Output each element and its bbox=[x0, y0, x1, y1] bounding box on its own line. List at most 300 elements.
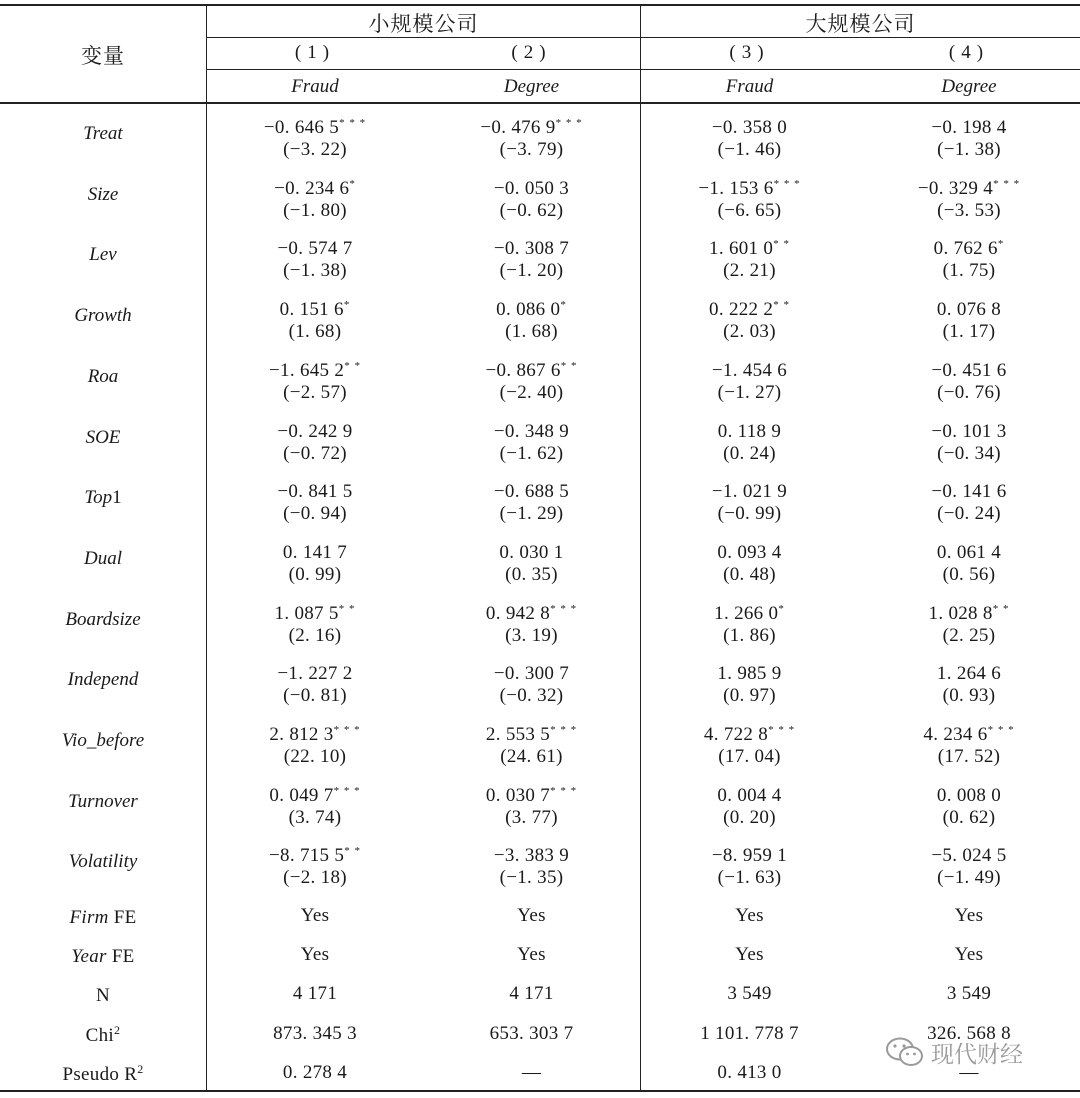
t-statistic: (2. 16) bbox=[288, 624, 342, 646]
footer-cell: 1 101. 778 7 bbox=[700, 1022, 799, 1044]
footer-cell: Yes bbox=[300, 905, 330, 926]
row-label-dual bbox=[0, 548, 206, 570]
coefficient bbox=[423, 598, 640, 625]
coefficient bbox=[641, 233, 858, 260]
row-label-roa bbox=[0, 366, 206, 388]
table-cell bbox=[423, 416, 640, 465]
significance-stars: * * * bbox=[768, 724, 796, 736]
table-cell bbox=[641, 173, 858, 222]
coefficient-value: −1. 645 2 bbox=[269, 359, 345, 381]
coefficient bbox=[423, 780, 640, 807]
table-cell bbox=[423, 355, 640, 404]
table-cell bbox=[858, 840, 1080, 889]
coefficient-value: −0. 574 7 bbox=[277, 238, 353, 260]
coefficient-value: 0. 049 7 bbox=[269, 784, 334, 806]
dependent-variable-1: Fraud bbox=[291, 76, 339, 97]
coefficient-value: −8. 959 1 bbox=[711, 845, 788, 867]
table-cell bbox=[207, 233, 423, 282]
t-statistic: (3. 77) bbox=[505, 806, 558, 828]
t-statistic: (−0. 76) bbox=[937, 381, 1001, 403]
t-statistic: (0. 35) bbox=[505, 563, 558, 585]
row-label-turnover bbox=[0, 791, 206, 813]
top-rule bbox=[0, 4, 1080, 6]
footer-cell: Yes bbox=[517, 905, 546, 926]
coefficient-value: 1. 087 5 bbox=[274, 602, 339, 624]
coefficient bbox=[858, 658, 1080, 685]
footer-cell: Yes bbox=[735, 944, 764, 966]
row-label-italic: Treat bbox=[83, 123, 123, 144]
coefficient bbox=[858, 598, 1080, 625]
table-cell bbox=[858, 598, 1080, 647]
coefficient-value: −0. 198 4 bbox=[931, 117, 1007, 138]
coefficient bbox=[423, 233, 640, 260]
coefficient bbox=[423, 112, 640, 139]
t-statistic: (−0. 24) bbox=[937, 503, 1001, 525]
column-number-4: (4) bbox=[948, 42, 990, 63]
footer-label-italic: Firm bbox=[69, 907, 109, 928]
t-statistic: (−0. 62) bbox=[499, 199, 564, 221]
coefficient-value: −0. 867 6 bbox=[485, 359, 561, 381]
coefficient-value: −0. 234 6 bbox=[274, 177, 350, 199]
coefficient-value: 0. 061 4 bbox=[936, 541, 1002, 563]
row-label-treat bbox=[0, 123, 206, 145]
coefficient bbox=[423, 416, 640, 443]
coefficient-value: 2. 553 5 bbox=[485, 724, 551, 745]
table-cell bbox=[858, 476, 1080, 525]
table-cell bbox=[641, 355, 858, 404]
significance-stars: * * * bbox=[555, 117, 583, 129]
significance-stars: * bbox=[560, 299, 567, 312]
significance-stars: * * bbox=[560, 359, 578, 372]
row-label-vio-before bbox=[0, 730, 206, 752]
footer-label-superscript: 2 bbox=[137, 1061, 144, 1076]
row-label-italic: Growth bbox=[74, 305, 132, 327]
table-cell bbox=[858, 658, 1080, 707]
dependent-variable-3: Fraud bbox=[725, 76, 774, 97]
coefficient-value: 0. 942 8 bbox=[485, 602, 551, 624]
t-statistic: (0. 20) bbox=[723, 806, 776, 828]
footer-cell: Yes bbox=[735, 905, 764, 926]
t-statistic: (−1. 35) bbox=[499, 867, 564, 889]
coefficient-value: −0. 358 0 bbox=[711, 117, 788, 138]
table-cell bbox=[423, 658, 640, 707]
footer-label-superscript: 2 bbox=[114, 1022, 121, 1037]
coefficient bbox=[641, 537, 858, 564]
coefficient-value: 1. 266 0 bbox=[714, 602, 779, 624]
footer-cell: Yes bbox=[954, 905, 984, 926]
table-cell bbox=[858, 719, 1080, 768]
coefficient bbox=[207, 112, 423, 139]
coefficient-value: −0. 050 3 bbox=[493, 177, 570, 199]
coefficient bbox=[423, 658, 640, 685]
coefficient bbox=[858, 112, 1080, 139]
row-label-top1 bbox=[0, 487, 206, 509]
row-label-size bbox=[0, 184, 206, 206]
coefficient bbox=[423, 173, 640, 200]
t-statistic: (−2. 57) bbox=[283, 381, 347, 403]
table-cell bbox=[207, 719, 423, 768]
t-statistic: (3. 74) bbox=[288, 806, 342, 828]
variable-header: 变量 bbox=[81, 44, 125, 68]
t-statistic: (−0. 72) bbox=[283, 442, 347, 464]
coefficient bbox=[207, 658, 423, 685]
t-statistic: (−1. 38) bbox=[283, 260, 347, 282]
coefficient bbox=[858, 780, 1080, 807]
coefficient-value: −0. 101 3 bbox=[931, 420, 1007, 442]
coefficient-value: −8. 715 5 bbox=[269, 845, 345, 867]
table-cell bbox=[641, 416, 858, 465]
coefficient-value: 0. 762 6 bbox=[933, 238, 998, 260]
t-statistic: (−2. 18) bbox=[283, 867, 347, 889]
footer-cell: Yes bbox=[300, 944, 330, 966]
coefficient bbox=[423, 719, 640, 746]
coefficient-value: −1. 021 9 bbox=[711, 481, 788, 503]
footer-row-label bbox=[0, 944, 206, 968]
coefficient-value: 1. 601 0 bbox=[709, 238, 774, 260]
row-label-volatility bbox=[0, 851, 206, 873]
t-statistic: (−1. 46) bbox=[717, 139, 782, 160]
table-cell bbox=[207, 173, 423, 222]
t-statistic: (−0. 34) bbox=[937, 442, 1001, 464]
table-cell bbox=[858, 355, 1080, 404]
table-cell bbox=[207, 294, 423, 343]
row-label-italic: Independ bbox=[67, 669, 139, 691]
coefficient bbox=[423, 476, 640, 503]
significance-stars: * * * bbox=[550, 724, 578, 736]
table-cell bbox=[641, 233, 858, 282]
coefficient bbox=[207, 294, 423, 321]
table-cell bbox=[207, 658, 423, 707]
footer-label-text: Pseudo R bbox=[62, 1063, 138, 1085]
footer-cell: 653. 303 7 bbox=[489, 1022, 574, 1044]
coefficient-value: 0. 086 0 bbox=[496, 299, 561, 321]
table-cell bbox=[207, 476, 423, 525]
wechat-icon bbox=[885, 1036, 925, 1068]
t-statistic: (−3. 53) bbox=[937, 199, 1001, 221]
footer-cell: 4 171 bbox=[509, 983, 554, 1005]
table-cell bbox=[858, 294, 1080, 343]
t-statistic: (−0. 94) bbox=[283, 503, 347, 525]
coefficient bbox=[641, 173, 858, 200]
footer-label-italic: Year bbox=[71, 946, 107, 968]
coefficient-value: 4. 234 6 bbox=[923, 724, 988, 745]
coefficient bbox=[207, 719, 423, 746]
t-statistic: (2. 03) bbox=[723, 321, 776, 343]
coefficient bbox=[858, 233, 1080, 260]
table-cell bbox=[641, 294, 858, 343]
coefficient-value: 0. 004 4 bbox=[717, 784, 782, 806]
table-cell bbox=[641, 598, 858, 647]
significance-stars: * * * bbox=[993, 177, 1021, 190]
coefficient-value: −1. 454 6 bbox=[711, 359, 788, 381]
table-cell bbox=[641, 840, 858, 889]
t-statistic: (−1. 80) bbox=[283, 199, 347, 221]
colnum-rule bbox=[207, 69, 1080, 70]
table-cell bbox=[207, 416, 423, 465]
coefficient bbox=[423, 840, 640, 867]
coefficient-value: 1. 264 6 bbox=[936, 663, 1002, 685]
t-statistic: (0. 97) bbox=[723, 685, 776, 707]
footer-label-text: N bbox=[95, 985, 111, 1007]
coefficient bbox=[423, 294, 640, 321]
t-statistic: (−6. 65) bbox=[717, 199, 782, 221]
coefficient bbox=[207, 537, 423, 564]
row-label-tail: 1 bbox=[112, 487, 122, 509]
significance-stars: * * * bbox=[550, 602, 578, 615]
coefficient bbox=[641, 780, 858, 807]
coefficient-value: 0. 141 7 bbox=[282, 541, 348, 563]
row-label-soe bbox=[0, 427, 206, 449]
table-cell bbox=[858, 112, 1080, 161]
group-large-header: 大规模公司 bbox=[805, 12, 916, 36]
coefficient bbox=[641, 598, 858, 625]
footer-cell: 326. 568 8 bbox=[927, 1022, 1011, 1044]
coefficient bbox=[207, 598, 423, 625]
table-cell bbox=[858, 173, 1080, 222]
coefficient bbox=[641, 840, 858, 867]
coefficient-value: 0. 030 1 bbox=[499, 541, 564, 563]
significance-stars: * * * bbox=[339, 117, 367, 129]
coefficient-value: −3. 383 9 bbox=[493, 845, 570, 867]
footer-cell: — bbox=[521, 1061, 542, 1083]
table-cell bbox=[858, 780, 1080, 829]
coefficient bbox=[207, 416, 423, 443]
t-statistic: (1. 68) bbox=[288, 321, 342, 343]
table-cell bbox=[858, 416, 1080, 465]
coefficient-value: −5. 024 5 bbox=[931, 845, 1007, 867]
coefficient-value: 2. 812 3 bbox=[269, 724, 334, 745]
t-statistic: (−0. 32) bbox=[499, 685, 564, 707]
row-label-italic: SOE bbox=[85, 426, 121, 448]
t-statistic: (−2. 40) bbox=[499, 381, 564, 403]
table-cell bbox=[423, 537, 640, 586]
coefficient-value: −0. 841 5 bbox=[277, 481, 353, 503]
table-cell bbox=[207, 780, 423, 829]
footer-cell: 4 171 bbox=[292, 983, 338, 1005]
coefficient bbox=[641, 719, 858, 746]
t-statistic: (1. 75) bbox=[942, 260, 996, 282]
coefficient-value: 0. 008 0 bbox=[936, 784, 1002, 806]
row-label-italic: Size bbox=[87, 183, 119, 205]
significance-stars: * * bbox=[992, 602, 1010, 615]
header-bottom-rule bbox=[0, 102, 1080, 104]
table-cell bbox=[641, 476, 858, 525]
footer-label-text: Chi bbox=[85, 1024, 115, 1046]
t-statistic: (17. 04) bbox=[718, 746, 781, 767]
coefficient bbox=[641, 658, 858, 685]
table-cell bbox=[423, 719, 640, 768]
t-statistic: (0. 24) bbox=[723, 442, 776, 464]
table-cell bbox=[207, 598, 423, 647]
coefficient bbox=[641, 476, 858, 503]
row-label-italic: Roa bbox=[87, 365, 119, 387]
coefficient bbox=[423, 355, 640, 382]
table-cell bbox=[423, 112, 640, 161]
footer-cell: 873. 345 3 bbox=[273, 1022, 357, 1044]
significance-stars: * * bbox=[773, 238, 790, 251]
t-statistic: (−3. 22) bbox=[283, 139, 347, 160]
coefficient bbox=[641, 294, 858, 321]
significance-stars: * * bbox=[773, 299, 790, 312]
significance-stars: * * * bbox=[773, 177, 801, 190]
footer-cell: 0. 278 4 bbox=[282, 1061, 348, 1083]
t-statistic: (0. 99) bbox=[288, 563, 342, 585]
group-small-header: 小规模公司 bbox=[368, 12, 479, 36]
t-statistic: (24. 61) bbox=[500, 746, 563, 767]
t-statistic: (1. 86) bbox=[723, 624, 776, 646]
t-statistic: (0. 62) bbox=[942, 806, 996, 828]
significance-stars: * bbox=[997, 238, 1005, 251]
table-cell bbox=[207, 840, 423, 889]
watermark bbox=[885, 1030, 1070, 1074]
footer-label-text: FE bbox=[106, 946, 135, 968]
footer-cell: Yes bbox=[954, 944, 984, 966]
t-statistic: (17. 52) bbox=[937, 746, 1001, 767]
table-cell bbox=[423, 598, 640, 647]
significance-stars: * bbox=[343, 299, 351, 312]
row-label-italic: Vio_before bbox=[61, 730, 145, 751]
row-label-italic: Lev bbox=[89, 244, 117, 266]
row-label-boardsize bbox=[0, 609, 206, 631]
dependent-variable-4: Degree bbox=[941, 76, 997, 97]
row-label-independ bbox=[0, 669, 206, 691]
table-cell bbox=[641, 780, 858, 829]
table-cell bbox=[423, 840, 640, 889]
column-number-2: (2) bbox=[511, 42, 552, 63]
coefficient-value: −0. 476 9 bbox=[480, 117, 556, 138]
coefficient bbox=[207, 173, 423, 200]
coefficient bbox=[858, 416, 1080, 443]
table-cell bbox=[858, 537, 1080, 586]
footer-cell: — bbox=[959, 1061, 979, 1083]
footer-cell: 0. 413 0 bbox=[717, 1061, 782, 1083]
coefficient bbox=[641, 112, 858, 139]
coefficient-value: 4. 722 8 bbox=[703, 724, 769, 745]
row-label-growth bbox=[0, 305, 206, 327]
significance-stars: * bbox=[349, 177, 356, 190]
footer-cell: 3 549 bbox=[727, 983, 772, 1005]
coefficient-value: 0. 076 8 bbox=[936, 299, 1002, 321]
table-cell bbox=[641, 658, 858, 707]
coefficient-value: 1. 985 9 bbox=[717, 663, 782, 685]
row-label-italic: Turnover bbox=[68, 790, 138, 812]
table-cell bbox=[207, 355, 423, 404]
row-label-lev bbox=[0, 244, 206, 266]
footer-label-text: FE bbox=[108, 907, 137, 928]
t-statistic: (−1. 27) bbox=[717, 381, 782, 403]
coefficient-value: 1. 028 8 bbox=[928, 602, 993, 624]
row-label-italic: Volatility bbox=[68, 851, 138, 873]
table-cell bbox=[641, 719, 858, 768]
table-cell bbox=[423, 294, 640, 343]
footer-cell: 3 549 bbox=[946, 983, 992, 1005]
coefficient-value: −0. 451 6 bbox=[931, 359, 1007, 381]
row-label-italic: Top bbox=[84, 487, 113, 509]
coefficient bbox=[858, 476, 1080, 503]
coefficient-value: −0. 329 4 bbox=[917, 177, 994, 199]
significance-stars: * * bbox=[344, 359, 361, 372]
coefficient bbox=[641, 416, 858, 443]
footer-row-label bbox=[0, 1023, 206, 1047]
coefficient-value: 0. 093 4 bbox=[717, 541, 782, 563]
significance-stars: * * bbox=[338, 602, 356, 615]
footer-cell: Yes bbox=[517, 944, 546, 966]
coefficient bbox=[641, 355, 858, 382]
footer-row-label bbox=[0, 1062, 206, 1086]
significance-stars: * * * bbox=[333, 724, 361, 736]
t-statistic: (−1. 62) bbox=[499, 442, 564, 464]
coefficient-value: −0. 242 9 bbox=[277, 420, 353, 442]
significance-stars: * * * bbox=[550, 784, 578, 797]
coefficient-value: −0. 308 7 bbox=[493, 238, 570, 260]
row-label-italic: Boardsize bbox=[65, 608, 141, 630]
coefficient bbox=[207, 355, 423, 382]
t-statistic: (−0. 99) bbox=[717, 503, 782, 525]
table-cell bbox=[423, 780, 640, 829]
significance-stars: * bbox=[778, 602, 785, 615]
coefficient bbox=[423, 537, 640, 564]
t-statistic: (−3. 79) bbox=[499, 139, 564, 160]
t-statistic: (−1. 63) bbox=[717, 867, 782, 889]
coefficient-value: 0. 030 7 bbox=[485, 784, 551, 806]
t-statistic: (2. 21) bbox=[723, 260, 776, 282]
table-cell bbox=[423, 173, 640, 222]
row-label-italic: Dual bbox=[84, 547, 122, 569]
column-number-3: (3) bbox=[729, 42, 770, 63]
t-statistic: (22. 10) bbox=[283, 746, 347, 767]
table-cell bbox=[207, 112, 423, 161]
coefficient-value: −0. 141 6 bbox=[931, 481, 1007, 503]
coefficient bbox=[207, 476, 423, 503]
t-statistic: (−0. 81) bbox=[283, 685, 347, 707]
coefficient bbox=[858, 355, 1080, 382]
significance-stars: * * * bbox=[333, 784, 361, 797]
table-cell bbox=[641, 112, 858, 161]
t-statistic: (2. 25) bbox=[942, 624, 996, 646]
significance-stars: * * bbox=[344, 845, 361, 858]
coefficient-value: −0. 300 7 bbox=[493, 663, 570, 685]
coefficient-value: −1. 227 2 bbox=[277, 663, 353, 685]
coefficient-value: −0. 348 9 bbox=[493, 420, 570, 442]
coefficient bbox=[858, 840, 1080, 867]
t-statistic: (−1. 38) bbox=[937, 139, 1001, 160]
coefficient-value: 0. 151 6 bbox=[279, 299, 344, 321]
t-statistic: (−1. 49) bbox=[937, 867, 1001, 889]
t-statistic: (0. 56) bbox=[942, 563, 996, 585]
dependent-variable-2: Degree bbox=[503, 76, 560, 97]
coefficient bbox=[858, 173, 1080, 200]
coefficient bbox=[858, 537, 1080, 564]
table-cell bbox=[423, 476, 640, 525]
t-statistic: (−1. 29) bbox=[499, 503, 564, 525]
table-cell bbox=[641, 537, 858, 586]
watermark-text: 现代财经 bbox=[931, 1041, 1023, 1068]
coefficient-value: 0. 222 2 bbox=[709, 299, 774, 321]
bottom-rule bbox=[0, 1090, 1080, 1092]
t-statistic: (1. 17) bbox=[942, 321, 996, 343]
table-cell bbox=[423, 233, 640, 282]
t-statistic: (0. 48) bbox=[723, 563, 776, 585]
column-number-1: (1) bbox=[294, 42, 336, 63]
t-statistic: (−1. 20) bbox=[499, 260, 564, 282]
footer-row-label bbox=[0, 983, 206, 1007]
coefficient-value: −1. 153 6 bbox=[698, 177, 774, 199]
coefficient-value: 0. 118 9 bbox=[717, 420, 782, 442]
t-statistic: (0. 93) bbox=[942, 685, 996, 707]
footer-row-label bbox=[0, 905, 206, 929]
coefficient bbox=[207, 780, 423, 807]
table-cell bbox=[858, 233, 1080, 282]
